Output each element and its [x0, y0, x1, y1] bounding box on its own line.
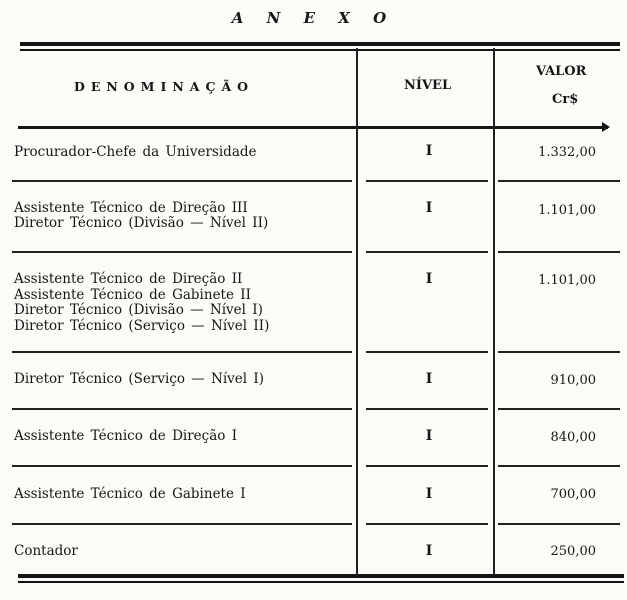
- row-denominacao-line: Assistente Técnico de Direção III: [14, 200, 248, 216]
- row-nivel: I: [425, 486, 433, 502]
- row-valor: 910,00: [550, 373, 596, 388]
- row-separator: [366, 465, 488, 467]
- row-denominacao: Diretor Técnico (Serviço — Nível I): [14, 371, 265, 387]
- table-row: [14, 372, 354, 387]
- row-nivel: I: [425, 143, 433, 159]
- row-denominacao-line: Assistente Técnico de Direção II: [14, 271, 243, 287]
- row-valor: 1.101,00: [538, 273, 596, 288]
- row-valor: 840,00: [550, 430, 596, 445]
- table-row: [14, 544, 354, 559]
- row-separator: [366, 523, 488, 525]
- row-separator: [498, 523, 620, 525]
- row-separator: [498, 180, 620, 182]
- row-denominacao: Procurador-Chefe da Universidade: [14, 144, 257, 160]
- table-row: [14, 487, 354, 502]
- row-denominacao: Assistente Técnico de Direção I: [14, 428, 238, 444]
- column-divider-2: [493, 48, 495, 574]
- row-denominacao: Contador: [14, 543, 78, 559]
- header-currency: Cr$: [552, 92, 579, 107]
- row-denominacao-line: Diretor Técnico (Serviço — Nível II): [14, 317, 270, 334]
- row-denominacao-line: Diretor Técnico (Divisão — Nível II): [14, 215, 269, 231]
- row-denominacao-line: Assistente Técnico de Gabinete II: [14, 286, 251, 303]
- bottom-rule-thin: [18, 581, 624, 583]
- top-rule-thin: [20, 49, 620, 51]
- header-valor: VALOR: [536, 64, 587, 79]
- top-rule-thick: [20, 42, 620, 46]
- row-separator: [12, 408, 352, 410]
- row-valor: 700,00: [550, 487, 596, 502]
- row-nivel: I: [425, 200, 433, 216]
- row-separator: [12, 251, 352, 253]
- row-separator: [366, 251, 488, 253]
- header-denominacao: DENOMINAÇÃO: [74, 79, 255, 94]
- table-row: [14, 201, 354, 231]
- header-rule: [18, 126, 608, 129]
- row-nivel: I: [425, 371, 433, 387]
- row-separator: [366, 180, 488, 182]
- row-separator: [12, 351, 352, 353]
- row-separator: [366, 351, 488, 353]
- header-rule-arrow: [602, 122, 610, 132]
- header-nivel: NÍVEL: [404, 78, 452, 93]
- table-row: [14, 145, 354, 160]
- row-separator: [498, 465, 620, 467]
- row-denominacao-line: Diretor Técnico (Divisão — Nível I): [14, 302, 263, 318]
- row-denominacao: Assistente Técnico de Gabinete I: [14, 486, 246, 502]
- row-separator: [498, 251, 620, 253]
- row-separator: [498, 351, 620, 353]
- row-separator: [498, 408, 620, 410]
- bottom-rule-thick: [18, 574, 624, 578]
- row-separator: [12, 523, 352, 525]
- table-row: [14, 429, 354, 444]
- row-valor: 1.332,00: [538, 145, 596, 160]
- row-separator: [12, 180, 352, 182]
- row-separator: [366, 408, 488, 410]
- document-title: A N E X O: [231, 9, 396, 27]
- row-separator: [12, 465, 352, 467]
- row-nivel: I: [425, 428, 433, 444]
- table-row: [14, 272, 354, 334]
- row-valor: 1.101,00: [538, 203, 596, 218]
- row-valor: 250,00: [550, 544, 596, 559]
- column-divider-1: [356, 48, 358, 574]
- row-nivel: I: [425, 543, 433, 559]
- row-nivel: I: [425, 271, 433, 287]
